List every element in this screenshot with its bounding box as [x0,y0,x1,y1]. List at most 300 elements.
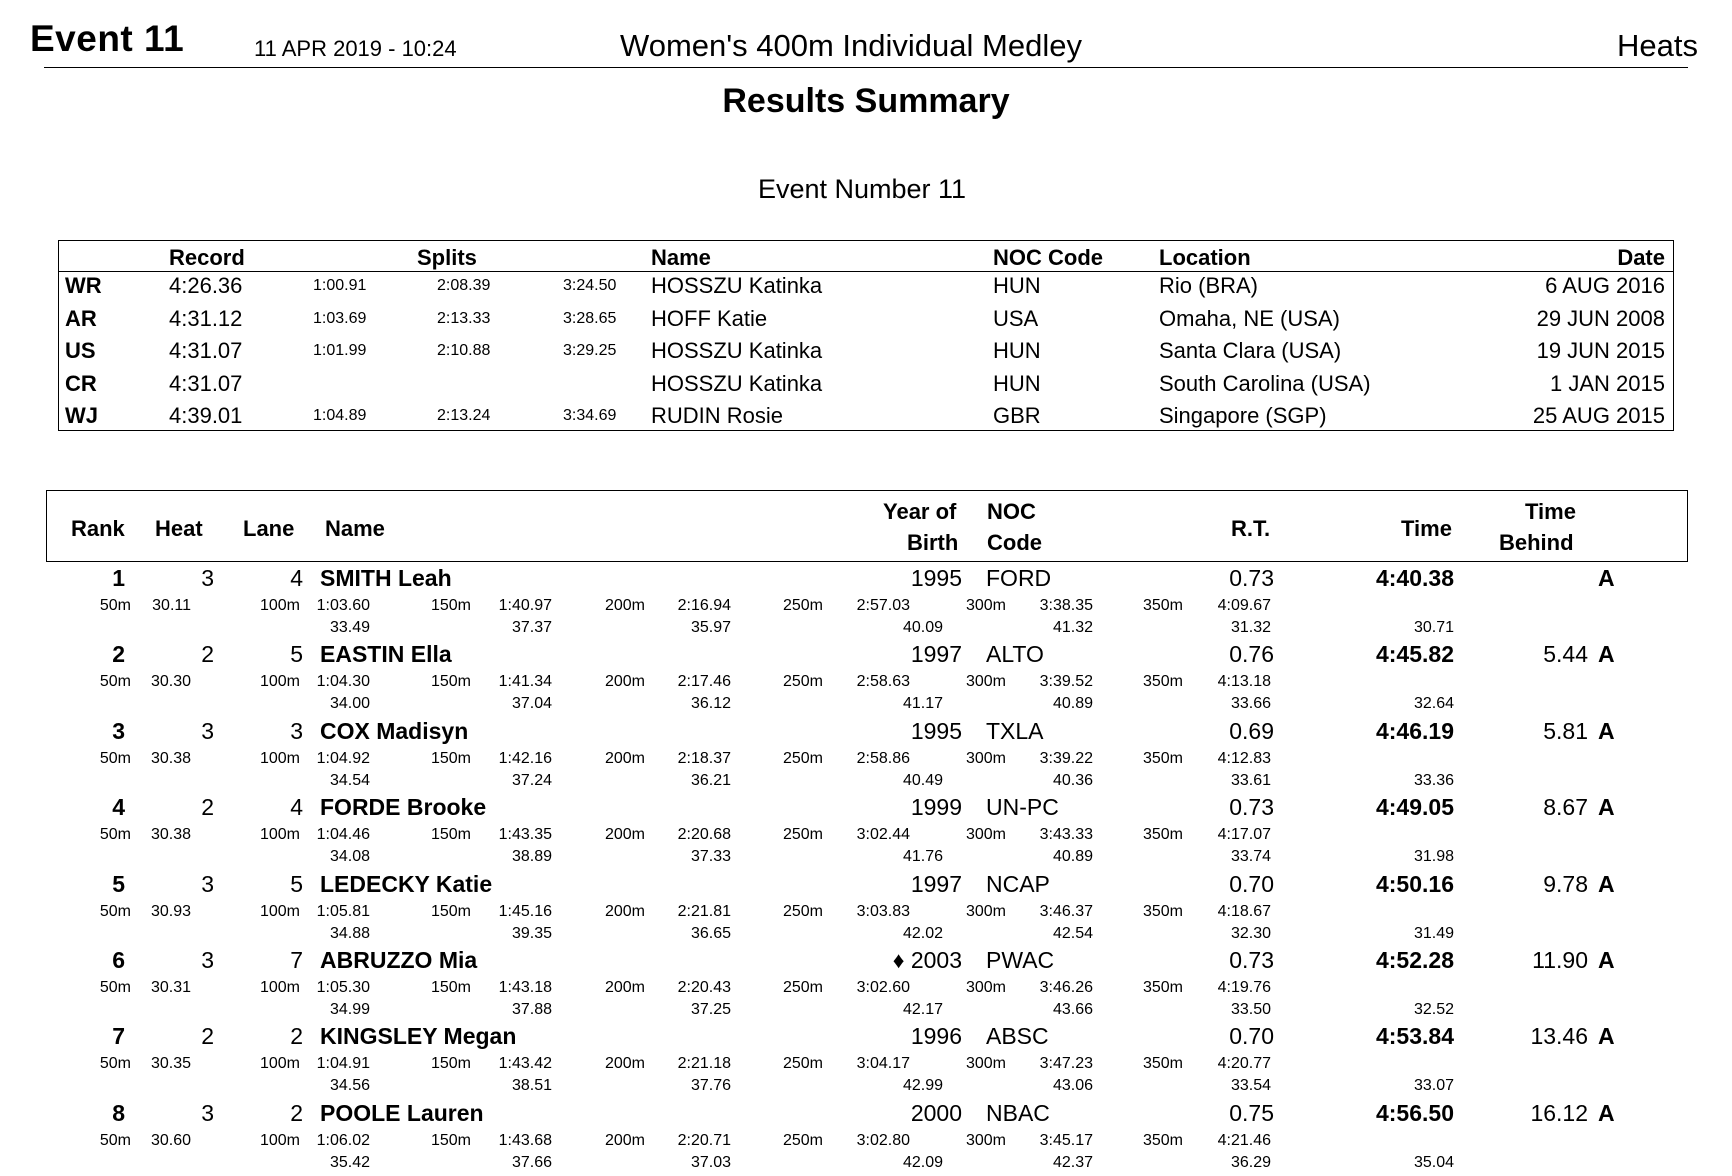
split-distance-label: 200m [604,826,645,844]
split-distance-label: 150m [430,979,471,996]
lap-time: 33.07 [1413,1077,1454,1095]
record-time: 4:31.07 [169,338,243,364]
result-time-behind: 9.78 [1543,870,1588,897]
results-header-code: Code [987,530,1042,555]
split-time: 30.35 [150,1055,191,1073]
result-swimmer-name: POOLE Lauren [320,1099,484,1126]
result-year-of-birth: 1995 [910,717,962,744]
result-heat: 3 [201,565,214,591]
results-header-time-2: Time [1525,499,1576,524]
lap-time: 36.29 [1230,1153,1271,1171]
split-distance-label: 250m [782,1055,823,1073]
result-rank: 1 [112,565,125,591]
split-distance-label: 150m [430,597,471,614]
result-lane: 4 [290,794,303,821]
results-header-behind: Behind [1499,530,1574,555]
lap-time: 42.09 [902,1153,943,1171]
lap-time: 35.97 [690,619,731,636]
split-distance-label: 150m [430,749,471,767]
results-header-noc: NOC [987,499,1036,524]
result-row [0,1100,1732,1176]
lap-time: 41.32 [1052,619,1093,636]
result-time: 4:45.82 [1375,641,1454,668]
result-row [0,871,1732,947]
records-header-splits: Splits [417,245,477,270]
result-lane: 2 [290,1023,303,1050]
record-split: 1:04.89 [313,407,367,425]
record-noc-code: USA [993,305,1039,331]
split-distance-label: 150m [430,1055,471,1073]
result-rank: 8 [112,1099,125,1126]
split-time: 2:20.68 [677,826,731,844]
split-time: 4:17.07 [1217,826,1271,844]
results-header-lane: Lane [243,516,295,541]
split-distance-label: 150m [430,826,471,844]
result-qualifier: A [1598,1023,1615,1050]
split-time: 1:43.42 [498,1055,552,1073]
lap-time: 42.37 [1052,1153,1093,1171]
result-row [0,1023,1732,1099]
result-row [0,565,1732,641]
result-noc-code: TXLA [986,717,1044,744]
lap-time: 33.50 [1230,1001,1271,1018]
record-row [59,273,1673,305]
split-distance-label: 350m [1142,749,1183,767]
record-split: 3:28.65 [563,309,617,327]
result-qualifier: A [1598,717,1615,744]
lap-time: 42.99 [902,1077,943,1095]
records-header-location: Location [1159,245,1251,270]
split-time: 30.93 [150,902,191,920]
result-heat: 2 [201,1023,214,1050]
lap-time: 42.02 [902,924,943,942]
lap-time: 33.74 [1230,848,1271,866]
record-split: 1:00.91 [313,277,367,294]
split-distance-label: 150m [430,673,471,691]
record-time: 4:31.12 [169,305,243,331]
lap-time: 36.12 [690,695,731,713]
record-code: US [65,338,96,364]
records-table [58,240,1674,431]
split-distance-label: 250m [782,1131,823,1149]
result-reaction-time: 0.73 [1229,565,1274,591]
lap-time: 37.66 [511,1153,552,1171]
result-year-of-birth: 1996 [910,1023,962,1050]
split-distance-label: 300m [965,826,1006,844]
result-row [0,794,1732,870]
split-time: 4:09.67 [1217,597,1271,614]
lap-time: 32.52 [1413,1001,1454,1018]
record-time: 4:26.36 [169,273,243,298]
results-header-year-of: Year of [883,499,957,524]
record-location: South Carolina (USA) [1159,370,1371,396]
result-year-of-birth: 1999 [910,794,962,821]
split-time: 3:02.44 [856,826,910,844]
split-distance-label: 100m [259,597,300,614]
result-year-of-birth: 1997 [910,870,962,897]
split-time: 4:12.83 [1217,749,1271,767]
record-location: Omaha, NE (USA) [1159,305,1340,331]
split-time: 3:02.60 [856,979,910,996]
result-lane: 5 [290,870,303,897]
record-holder-name: HOFF Katie [651,305,768,331]
split-time: 4:19.76 [1217,979,1271,996]
result-heat: 3 [201,870,214,897]
lap-time: 43.66 [1052,1001,1093,1018]
split-distance-label: 200m [604,673,645,691]
record-date: 6 AUG 2016 [1545,273,1665,298]
lap-time: 32.64 [1413,695,1454,713]
split-time: 30.38 [150,749,191,767]
event-date-time: 11 APR 2019 - 10:24 [254,36,457,61]
result-swimmer-name: EASTIN Ella [320,641,452,668]
split-time: 1:43.18 [498,979,552,996]
lap-time: 40.09 [902,619,943,636]
lap-time: 34.00 [329,695,370,713]
result-noc-code: NCAP [986,870,1050,897]
split-distance-label: 200m [604,1055,645,1073]
split-time: 3:38.35 [1039,597,1093,614]
split-time: 1:04.92 [316,749,370,767]
split-time: 2:17.46 [677,673,731,691]
result-reaction-time: 0.75 [1229,1099,1274,1126]
record-date: 29 JUN 2008 [1536,305,1665,331]
lap-time: 33.54 [1230,1077,1271,1095]
result-swimmer-name: ABRUZZO Mia [320,947,478,973]
record-time: 4:31.07 [169,370,243,396]
split-distance-label: 350m [1142,1131,1183,1149]
lap-time: 36.65 [690,924,731,942]
record-code: AR [65,305,97,331]
result-qualifier: A [1598,565,1615,591]
split-distance-label: 300m [965,673,1006,691]
split-distance-label: 50m [99,597,131,614]
lap-time: 30.71 [1413,619,1454,636]
record-split: 1:01.99 [313,342,367,360]
records-header-noc: NOC Code [993,245,1103,270]
lap-time: 35.42 [329,1153,370,1171]
split-time: 1:45.16 [498,902,552,920]
lap-time: 38.89 [511,848,552,866]
split-distance-label: 100m [259,1055,300,1073]
record-split: 2:10.88 [437,342,491,360]
lap-time: 42.17 [902,1001,943,1018]
lap-time: 41.17 [902,695,943,713]
lap-time: 31.49 [1413,924,1454,942]
lap-time: 37.88 [511,1001,552,1018]
split-distance-label: 200m [604,749,645,767]
split-distance-label: 200m [604,597,645,614]
lap-time: 31.32 [1230,619,1271,636]
split-distance-label: 50m [99,749,131,767]
record-date: 25 AUG 2015 [1532,403,1665,429]
split-distance-label: 250m [782,979,823,996]
result-time: 4:52.28 [1375,947,1454,973]
result-swimmer-name: FORDE Brooke [320,794,487,821]
split-time: 2:21.18 [677,1055,731,1073]
record-row [59,371,1673,403]
result-time: 4:56.50 [1375,1099,1454,1126]
lap-time: 33.36 [1413,771,1454,789]
split-time: 3:43.33 [1039,826,1093,844]
records-header-name: Name [651,245,711,270]
split-distance-label: 150m [430,902,471,920]
result-reaction-time: 0.70 [1229,1023,1274,1050]
split-time: 3:02.80 [856,1131,910,1149]
lap-time: 37.03 [690,1153,731,1171]
lap-time: 40.49 [902,771,943,789]
split-distance-label: 300m [965,1055,1006,1073]
result-time: 4:50.16 [1375,870,1454,897]
split-distance-label: 50m [99,1131,131,1149]
split-distance-label: 350m [1142,979,1183,996]
lap-time: 42.54 [1052,924,1093,942]
results-header [46,490,1688,562]
split-time: 3:45.17 [1039,1131,1093,1149]
record-holder-name: HOSSZU Katinka [651,273,823,298]
split-distance-label: 50m [99,902,131,920]
split-distance-label: 250m [782,597,823,614]
result-reaction-time: 0.73 [1229,794,1274,821]
lap-time: 37.33 [690,848,731,866]
lap-time: 39.35 [511,924,552,942]
split-time: 2:58.86 [856,749,910,767]
result-time: 4:46.19 [1375,717,1454,744]
result-time: 4:49.05 [1375,794,1454,821]
split-time: 3:47.23 [1039,1055,1093,1073]
split-distance-label: 350m [1142,673,1183,691]
results-header-rt: R.T. [1231,516,1271,541]
lap-time: 43.06 [1052,1077,1093,1095]
result-reaction-time: 0.70 [1229,870,1274,897]
lap-time: 34.56 [329,1077,370,1095]
record-location: Santa Clara (USA) [1159,338,1342,364]
split-time: 3:46.37 [1039,902,1093,920]
result-noc-code: UN-PC [986,794,1059,821]
result-year-of-birth: 2000 [910,1099,962,1126]
result-heat: 3 [201,947,214,973]
result-time: 4:53.84 [1375,1023,1454,1050]
lap-time: 40.89 [1052,848,1093,866]
result-row [0,947,1732,1023]
split-distance-label: 250m [782,749,823,767]
split-time: 1:03.60 [316,597,370,614]
result-lane: 4 [290,565,303,591]
header-divider [44,67,1688,68]
result-heat: 3 [201,717,214,744]
result-time-behind: 16.12 [1530,1099,1588,1126]
result-noc-code: ABSC [986,1023,1049,1050]
split-time: 2:18.37 [677,749,731,767]
split-distance-label: 100m [259,749,300,767]
result-heat: 2 [201,794,214,821]
lap-time: 40.89 [1052,695,1093,713]
record-row [59,306,1673,338]
lap-time: 34.54 [329,771,370,789]
record-row [59,338,1673,370]
result-year-of-birth: 1997 [910,641,962,668]
split-time: 1:04.91 [316,1055,370,1073]
result-noc-code: PWAC [986,947,1055,973]
result-lane: 2 [290,1099,303,1126]
results-header-heat: Heat [155,516,203,541]
lap-time: 31.98 [1413,848,1454,866]
lap-time: 35.04 [1413,1153,1454,1171]
lap-time: 37.76 [690,1077,731,1095]
record-location: Singapore (SGP) [1159,403,1327,429]
result-rank: 3 [112,717,125,744]
split-distance-label: 300m [965,597,1006,614]
record-date: 1 JAN 2015 [1550,370,1665,396]
split-time: 30.30 [150,673,191,691]
event-number: Event Number 11 [757,174,967,204]
split-distance-label: 250m [782,673,823,691]
split-distance-label: 300m [965,902,1006,920]
split-distance-label: 350m [1142,826,1183,844]
split-distance-label: 50m [99,1055,131,1073]
split-time: 2:16.94 [677,597,731,614]
result-reaction-time: 0.76 [1229,641,1274,668]
split-time: 1:04.46 [316,826,370,844]
result-time-behind: 5.44 [1543,641,1588,668]
result-swimmer-name: SMITH Leah [320,565,452,591]
results-header-rank: Rank [71,516,125,541]
split-time: 30.60 [150,1131,191,1149]
split-time: 1:06.02 [316,1131,370,1149]
record-code: CR [65,370,97,396]
split-distance-label: 250m [782,902,823,920]
result-lane: 7 [290,947,303,973]
record-split: 3:24.50 [563,277,617,294]
split-time: 1:40.97 [498,597,552,614]
results-header-birth: Birth [907,530,959,555]
split-distance-label: 150m [430,1131,471,1149]
lap-time: 37.04 [511,695,552,713]
record-row [59,403,1673,435]
split-time: 2:57.03 [856,597,910,614]
result-swimmer-name: LEDECKY Katie [320,870,493,897]
result-rank: 4 [112,794,125,821]
split-distance-label: 100m [259,902,300,920]
split-distance-label: 100m [259,979,300,996]
split-distance-label: 50m [99,826,131,844]
event-label: Event 11 [30,18,185,59]
split-time: 2:58.63 [856,673,910,691]
records-header-date: Date [1617,245,1665,270]
result-rank: 7 [112,1023,125,1050]
split-distance-label: 100m [259,826,300,844]
split-time: 1:04.30 [316,673,370,691]
result-qualifier: A [1598,870,1615,897]
result-time-behind: 5.81 [1543,717,1588,744]
result-noc-code: ALTO [986,641,1044,668]
lap-time: 38.51 [511,1077,552,1095]
split-distance-label: 300m [965,749,1006,767]
split-distance-label: 100m [259,673,300,691]
record-split: 3:29.25 [563,342,617,360]
result-time-behind: 8.67 [1543,794,1588,821]
split-time: 1:41.34 [498,673,552,691]
lap-time: 33.49 [329,619,370,636]
split-distance-label: 50m [99,979,131,996]
results-header-time: Time [1401,516,1452,541]
split-distance-label: 350m [1142,597,1183,614]
result-qualifier: A [1598,947,1615,973]
split-time: 1:42.16 [498,749,552,767]
split-time: 1:05.81 [316,902,370,920]
split-time: 3:39.22 [1039,749,1093,767]
split-distance-label: 200m [604,1131,645,1149]
lap-time: 34.88 [329,924,370,942]
record-split: 3:34.69 [563,407,617,425]
records-header-record: Record [169,245,245,270]
split-time: 2:21.81 [677,902,731,920]
lap-time: 36.21 [690,771,731,789]
result-heat: 2 [201,641,214,668]
record-noc-code: HUN [993,338,1041,364]
split-distance-label: 300m [965,979,1006,996]
result-qualifier: A [1598,1099,1615,1126]
record-split: 2:08.39 [437,277,491,294]
lap-time: 37.25 [690,1001,731,1018]
split-distance-label: 200m [604,979,645,996]
lap-time: 37.24 [511,771,552,789]
split-time: 4:13.18 [1217,673,1271,691]
record-split: 2:13.24 [437,407,491,425]
lap-time: 32.30 [1230,924,1271,942]
record-code: WR [65,273,102,298]
split-time: 2:20.43 [677,979,731,996]
report-title: Results Summary [722,82,1010,120]
split-distance-label: 250m [782,826,823,844]
split-time: 3:04.17 [856,1055,910,1073]
split-time: 1:43.68 [498,1131,552,1149]
split-distance-label: 300m [965,1131,1006,1149]
split-time: 4:20.77 [1217,1055,1271,1073]
result-time-behind: 11.90 [1532,947,1588,973]
result-noc-code: FORD [986,565,1052,591]
result-swimmer-name: COX Madisyn [320,717,469,744]
result-lane: 3 [290,717,303,744]
split-distance-label: 100m [259,1131,300,1149]
result-rank: 2 [112,641,125,668]
result-row [0,641,1732,717]
result-lane: 5 [290,641,303,668]
result-year-of-birth: 1995 [910,565,962,591]
result-rank: 5 [112,870,125,897]
results-header-name: Name [325,516,385,541]
split-time: 30.11 [152,597,191,614]
record-holder-name: HOSSZU Katinka [651,338,823,364]
record-holder-name: RUDIN Rosie [651,403,784,429]
split-distance-label: 50m [99,673,131,691]
result-time: 4:40.38 [1375,565,1454,591]
event-name: Women's 400m Individual Medley [620,28,1082,63]
split-time: 3:39.52 [1039,673,1093,691]
lap-time: 40.36 [1052,771,1093,789]
result-row [0,718,1732,794]
event-phase: Heats [1617,28,1698,63]
result-rank: 6 [112,947,125,973]
record-holder-name: HOSSZU Katinka [651,370,823,396]
lap-time: 34.08 [329,848,370,866]
record-split: 1:03.69 [313,309,367,327]
split-time: 1:05.30 [316,979,370,996]
result-noc-code: NBAC [986,1099,1050,1126]
record-split: 2:13.33 [437,309,491,327]
lap-time: 33.61 [1230,771,1271,789]
split-distance-label: 350m [1142,1055,1183,1073]
